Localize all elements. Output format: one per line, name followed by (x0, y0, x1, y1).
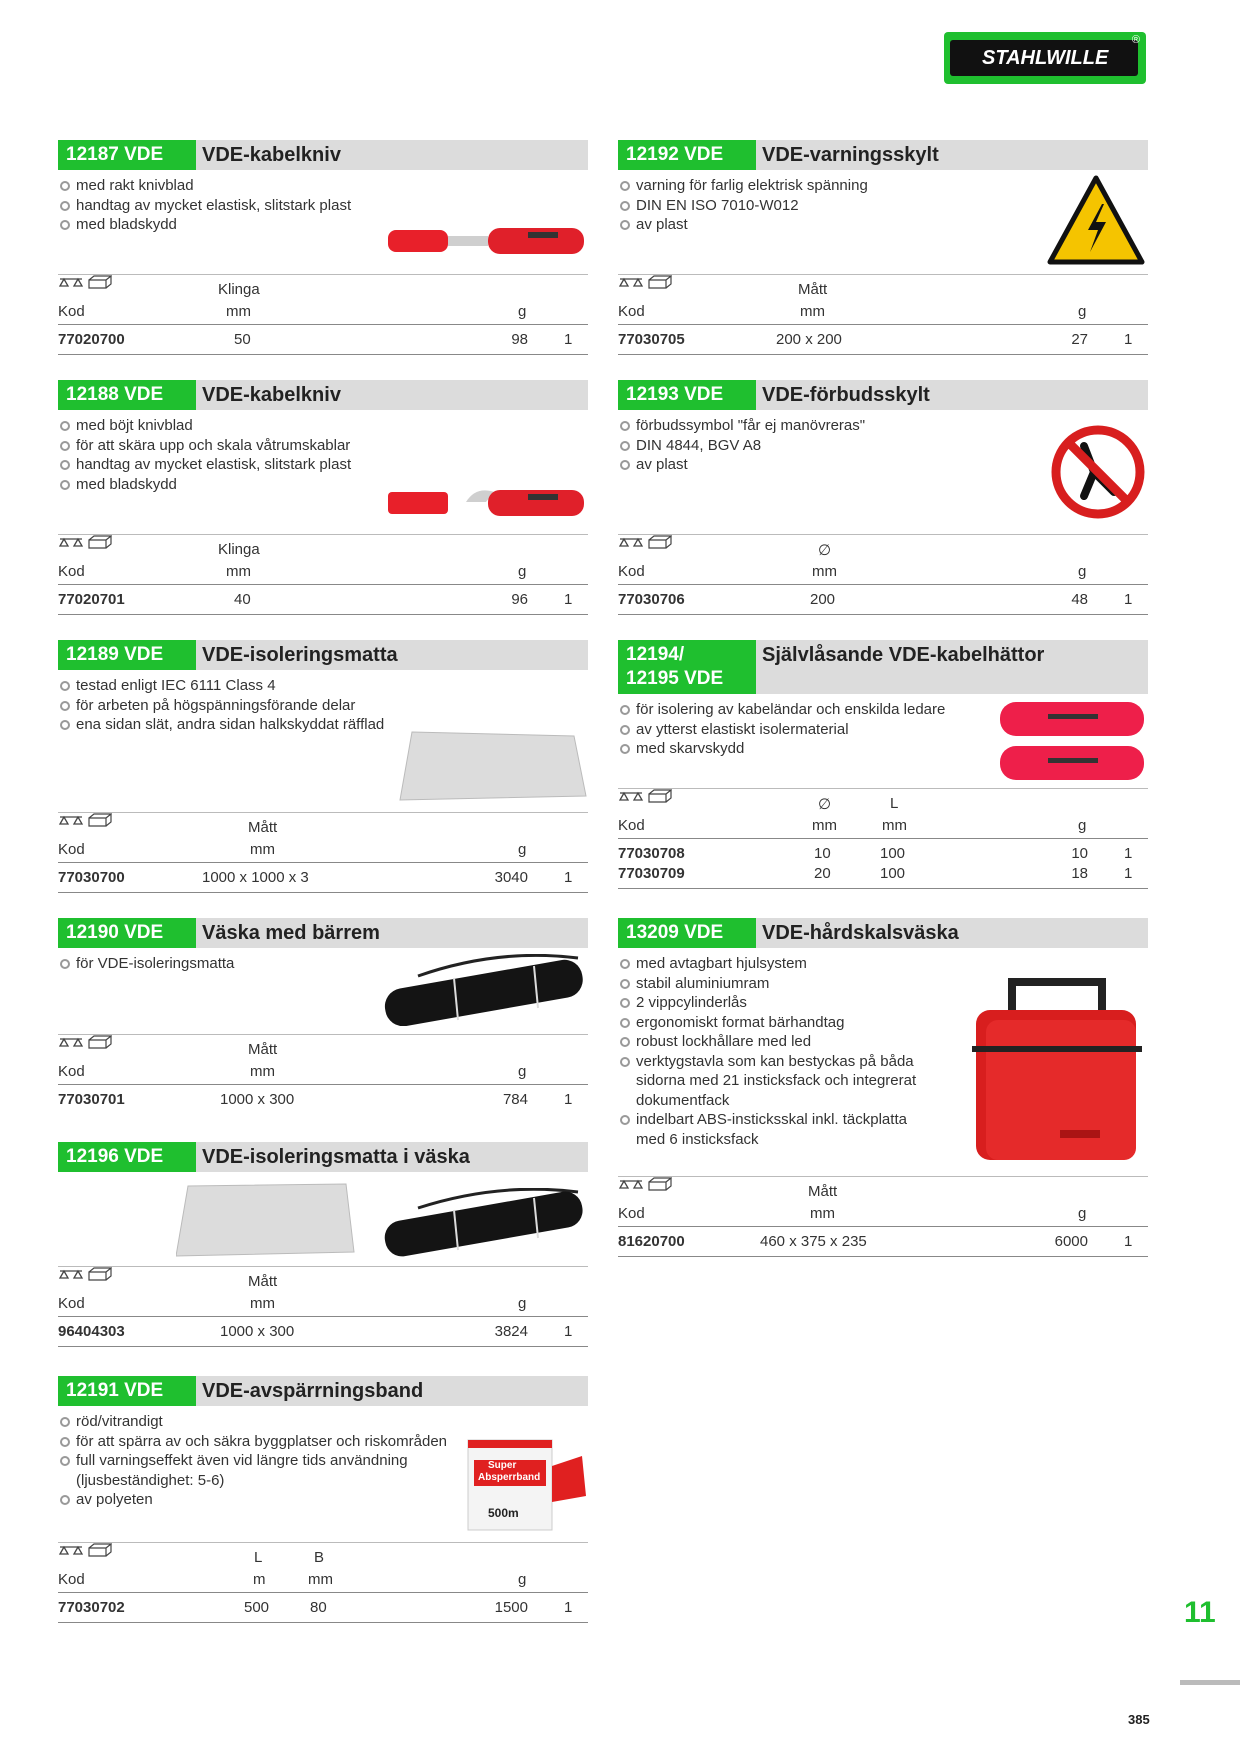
feature-list (58, 176, 351, 235)
product-code: 13209 VDE (618, 918, 756, 948)
product-header (58, 918, 588, 948)
table-header (618, 275, 1148, 325)
col-header-kod: Kod (58, 1295, 85, 1312)
quantity: 1 (1124, 591, 1133, 608)
feature-item: med avtagbart hjulsystem (618, 954, 938, 974)
blade-length: 40 (234, 591, 251, 608)
table-header (618, 789, 1148, 839)
unit-mm: mm (226, 303, 251, 320)
product-code: 12192 VDE (618, 140, 756, 170)
feature-list (618, 954, 938, 1149)
barrier-tape-image (466, 1436, 588, 1536)
product-code: 12190 VDE (58, 918, 196, 948)
table-header (58, 275, 588, 325)
feature-item: med skarvskydd (618, 739, 945, 759)
article-number: 77030700 (58, 869, 125, 886)
feature-list (618, 416, 865, 475)
col-header-kod: Kod (58, 1063, 85, 1080)
spec-table (58, 534, 588, 615)
col-header-klinga: Klinga (218, 281, 260, 298)
col-header-l: L (890, 795, 899, 812)
table-row (618, 865, 1148, 889)
spec-table (618, 788, 1148, 889)
article-number: 96404303 (58, 1323, 125, 1340)
weight: 3040 (494, 869, 528, 886)
mat-image (176, 1182, 356, 1258)
feature-item: handtag av mycket elastisk, slitstark plast (58, 455, 351, 475)
scale-icon (58, 535, 84, 549)
product-title: Självlåsande VDE-kabelhättor (762, 644, 1045, 666)
package-icon (648, 535, 672, 549)
table-header (58, 1035, 588, 1085)
registered-mark: ® (1131, 34, 1140, 46)
unit-mm: mm (812, 563, 837, 580)
unit-mm: mm (226, 563, 251, 580)
col-header-kod: Kod (618, 1205, 645, 1222)
col-header-matt: Mått (798, 281, 828, 298)
box-label-length: 500m (488, 1506, 519, 1520)
table-row (58, 1593, 588, 1623)
table-row (58, 863, 588, 893)
col-header-matt: Mått (248, 1273, 278, 1290)
article-number: 77030709 (618, 865, 685, 882)
chapter-number: 11 (1184, 1596, 1216, 1629)
feature-list (58, 1412, 448, 1510)
product-code: 12193 VDE (618, 380, 756, 410)
feature-item: röd/vitrandigt (58, 1412, 448, 1432)
dimensions: 1000 x 300 (220, 1323, 295, 1340)
table-header (58, 1543, 588, 1593)
bag-image (378, 954, 588, 1026)
feature-list (58, 676, 388, 735)
table-header (618, 1177, 1148, 1227)
feature-item: med bladskydd (58, 215, 351, 235)
unit-g: g (1078, 1205, 1087, 1222)
col-header-matt: Mått (248, 1041, 278, 1058)
table-row (618, 1227, 1148, 1257)
package-icon (88, 275, 112, 289)
feature-item: med böjt knivblad (58, 416, 351, 436)
unit-g: g (518, 1295, 527, 1312)
article-number: 77030706 (618, 591, 685, 608)
col-header-kod: Kod (58, 563, 85, 580)
diameter: 10 (814, 845, 831, 862)
unit-g: g (1078, 303, 1087, 320)
spec-table (618, 274, 1148, 355)
package-icon (648, 1177, 672, 1191)
product-title: VDE-varningsskylt (762, 144, 939, 166)
table-row (618, 839, 1148, 865)
box-label-absperrband: Absperrband (478, 1472, 541, 1483)
table-header (58, 1267, 588, 1317)
col-header-kod: Kod (58, 303, 85, 320)
feature-item: DIN 4844, BGV A8 (618, 436, 865, 456)
article-number: 77030701 (58, 1091, 125, 1108)
col-header-kod: Kod (58, 1571, 85, 1588)
feature-list (58, 954, 234, 974)
feature-item: stabil aluminiumram (618, 974, 938, 994)
scale-icon (618, 275, 644, 289)
unit-mm: mm (250, 841, 275, 858)
feature-list (618, 700, 945, 759)
unit-mm: mm (882, 817, 907, 834)
col-header-kod: Kod (618, 303, 645, 320)
length: 100 (880, 845, 906, 862)
table-row (618, 325, 1148, 355)
feature-item: för att skära upp och skala våtrumskablar (58, 436, 351, 456)
product-title: VDE-kabelkniv (202, 144, 341, 166)
article-number: 81620700 (618, 1233, 685, 1250)
product-header (618, 380, 1148, 410)
weight: 96 (511, 591, 528, 608)
product-title: VDE-kabelkniv (202, 384, 341, 406)
quantity: 1 (564, 331, 573, 348)
product-code: 12196 VDE (58, 1142, 196, 1172)
product-header (58, 140, 588, 170)
feature-item: handtag av mycket elastisk, slitstark plast (58, 196, 351, 216)
col-header-matt: Mått (808, 1183, 838, 1200)
unit-mm: mm (800, 303, 825, 320)
feature-item: testad enligt IEC 6111 Class 4 (58, 676, 388, 696)
col-header-kod: Kod (58, 841, 85, 858)
unit-mm: mm (810, 1205, 835, 1222)
spec-table (58, 1034, 588, 1115)
quantity: 1 (564, 1091, 573, 1108)
table-header (618, 535, 1148, 585)
feature-item: varning för farlig elektrisk spänning (618, 176, 868, 196)
product-code: 12187 VDE (58, 140, 196, 170)
spec-table (618, 534, 1148, 615)
col-header-kod: Kod (618, 817, 645, 834)
unit-mm: mm (812, 817, 837, 834)
quantity: 1 (564, 1599, 573, 1616)
spec-table (58, 812, 588, 893)
hook-knife-image (388, 484, 588, 520)
unit-mm: mm (250, 1063, 275, 1080)
quantity: 1 (564, 591, 573, 608)
feature-list (618, 176, 868, 235)
product-code: 12188 VDE (58, 380, 196, 410)
weight: 18 (1071, 865, 1088, 882)
product-title: VDE-hårdskalsväska (762, 922, 959, 944)
unit-m: m (253, 1571, 266, 1588)
chapter-tab-bar (1180, 1680, 1240, 1685)
table-header (58, 813, 588, 863)
spec-table (58, 274, 588, 355)
spec-table (58, 1266, 588, 1347)
col-header-l: L (254, 1549, 263, 1566)
col-header-klinga: Klinga (218, 541, 260, 558)
unit-mm: mm (308, 1571, 333, 1588)
feature-item: indelbart ABS-insticksskal inkl. täckplatta med 6 insticksfack (618, 1110, 938, 1149)
knife-image (388, 224, 588, 260)
weight: 1500 (494, 1599, 528, 1616)
unit-g: g (1078, 563, 1087, 580)
dimensions: 460 x 375 x 235 (760, 1233, 867, 1250)
product-header (618, 140, 1148, 170)
package-icon (88, 535, 112, 549)
hard-case-image (968, 970, 1148, 1166)
blade-length: 50 (234, 331, 251, 348)
table-header (58, 535, 588, 585)
article-number: 77030702 (58, 1599, 125, 1616)
feature-item: med bladskydd (58, 475, 351, 495)
stahlwille-logo (944, 32, 1146, 84)
weight: 3824 (494, 1323, 528, 1340)
quantity: 1 (1124, 331, 1133, 348)
col-header-matt: Mått (248, 819, 278, 836)
weight: 27 (1071, 331, 1088, 348)
col-header-b: B (314, 1549, 325, 1566)
spec-table (618, 1176, 1148, 1257)
weight: 6000 (1054, 1233, 1088, 1250)
col-header-kod: Kod (618, 563, 645, 580)
product-title: VDE-förbudsskylt (762, 384, 930, 406)
article-number: 77020701 (58, 591, 125, 608)
feature-item: 2 vippcylinderlås (618, 993, 938, 1013)
product-code-line1: 12194/ (626, 644, 685, 665)
feature-item: av polyeten (58, 1490, 448, 1510)
product-code: 12191 VDE (58, 1376, 196, 1406)
package-icon (88, 813, 112, 827)
prohibition-sign-image (1050, 424, 1146, 520)
mat-image (398, 730, 588, 802)
weight: 48 (1071, 591, 1088, 608)
col-header-diameter: ∅ (818, 796, 832, 813)
unit-mm: mm (250, 1295, 275, 1312)
quantity: 1 (1124, 865, 1133, 882)
feature-item: ena sidan slät, andra sidan halkskyddat räfflad (58, 715, 388, 735)
table-row (58, 1085, 588, 1115)
diameter: 20 (814, 865, 831, 882)
cable-caps-image (998, 700, 1148, 784)
product-title: Väska med bärrem (202, 922, 380, 944)
product-code (618, 640, 756, 694)
unit-g: g (1078, 817, 1087, 834)
product-code: 12189 VDE (58, 640, 196, 670)
feature-item: av plast (618, 215, 868, 235)
diameter: 200 (810, 591, 836, 608)
package-icon (88, 1267, 112, 1281)
logo-text: STAHLWILLE (950, 40, 1138, 76)
table-row (58, 325, 588, 355)
length: 100 (880, 865, 906, 882)
feature-item: förbudssymbol "får ej manövreras" (618, 416, 865, 436)
product-header (58, 1376, 588, 1406)
unit-g: g (518, 303, 527, 320)
product-code-line2: 12195 VDE (626, 668, 724, 689)
unit-g: g (518, 1063, 527, 1080)
quantity: 1 (564, 1323, 573, 1340)
package-icon (88, 1543, 112, 1557)
product-title: VDE-isoleringsmatta (202, 644, 398, 666)
scale-icon (618, 789, 644, 803)
feature-item: verktygstavla som kan bestyckas på båda sidorna med 21 insticksfack och integrerat dokumentfack (618, 1052, 938, 1111)
scale-icon (58, 1267, 84, 1281)
article-number: 77030708 (618, 845, 685, 862)
dimensions: 1000 x 1000 x 3 (202, 869, 309, 886)
weight: 784 (502, 1091, 528, 1108)
scale-icon (58, 1543, 84, 1557)
product-header (618, 918, 1148, 948)
package-icon (648, 789, 672, 803)
feature-item: av plast (618, 455, 865, 475)
warning-sign-image (1046, 174, 1146, 268)
feature-item: för isolering av kabeländar och enskilda ledare (618, 700, 945, 720)
product-title: VDE-isoleringsmatta i väska (202, 1146, 470, 1168)
feature-item: för VDE-isoleringsmatta (58, 954, 234, 974)
bag-image (378, 1188, 588, 1258)
unit-g: g (518, 841, 527, 858)
feature-item: DIN EN ISO 7010-W012 (618, 196, 868, 216)
weight: 98 (511, 331, 528, 348)
feature-item: med rakt knivblad (58, 176, 351, 196)
unit-g: g (518, 563, 527, 580)
box-label-super: Super (488, 1460, 517, 1471)
product-title: VDE-avspärrningsband (202, 1380, 424, 1402)
table-row (618, 585, 1148, 615)
scale-icon (58, 1035, 84, 1049)
feature-item: robust lockhållare med led (618, 1032, 938, 1052)
quantity: 1 (1124, 1233, 1133, 1250)
package-icon (648, 275, 672, 289)
scale-icon (618, 535, 644, 549)
col-header-diameter: ∅ (818, 542, 832, 559)
feature-item: av ytterst elastiskt isolermaterial (618, 720, 945, 740)
length: 500 (244, 1599, 270, 1616)
width: 80 (310, 1599, 327, 1616)
table-row (58, 1317, 588, 1347)
scale-icon (58, 813, 84, 827)
product-header (58, 380, 588, 410)
table-row (58, 585, 588, 615)
dimensions: 1000 x 300 (220, 1091, 295, 1108)
spec-table (58, 1542, 588, 1623)
article-number: 77020700 (58, 331, 125, 348)
quantity: 1 (1124, 845, 1133, 862)
package-icon (88, 1035, 112, 1049)
feature-item: full varningseffekt även vid längre tids användning (ljusbeständighet: 5-6) (58, 1451, 448, 1490)
page-number: 385 (1128, 1712, 1150, 1727)
product-header (618, 640, 1148, 694)
product-header (58, 640, 588, 670)
article-number: 77030705 (618, 331, 685, 348)
feature-item: för att spärra av och säkra byggplatser och riskområden (58, 1432, 448, 1452)
feature-list (58, 416, 351, 494)
dimensions: 200 x 200 (776, 331, 842, 348)
feature-item: ergonomiskt format bärhandtag (618, 1013, 938, 1033)
weight: 10 (1071, 845, 1088, 862)
product-header (58, 1142, 588, 1172)
feature-item: för arbeten på högspänningsförande delar (58, 696, 388, 716)
quantity: 1 (564, 869, 573, 886)
scale-icon (58, 275, 84, 289)
scale-icon (618, 1177, 644, 1191)
unit-g: g (518, 1571, 527, 1588)
